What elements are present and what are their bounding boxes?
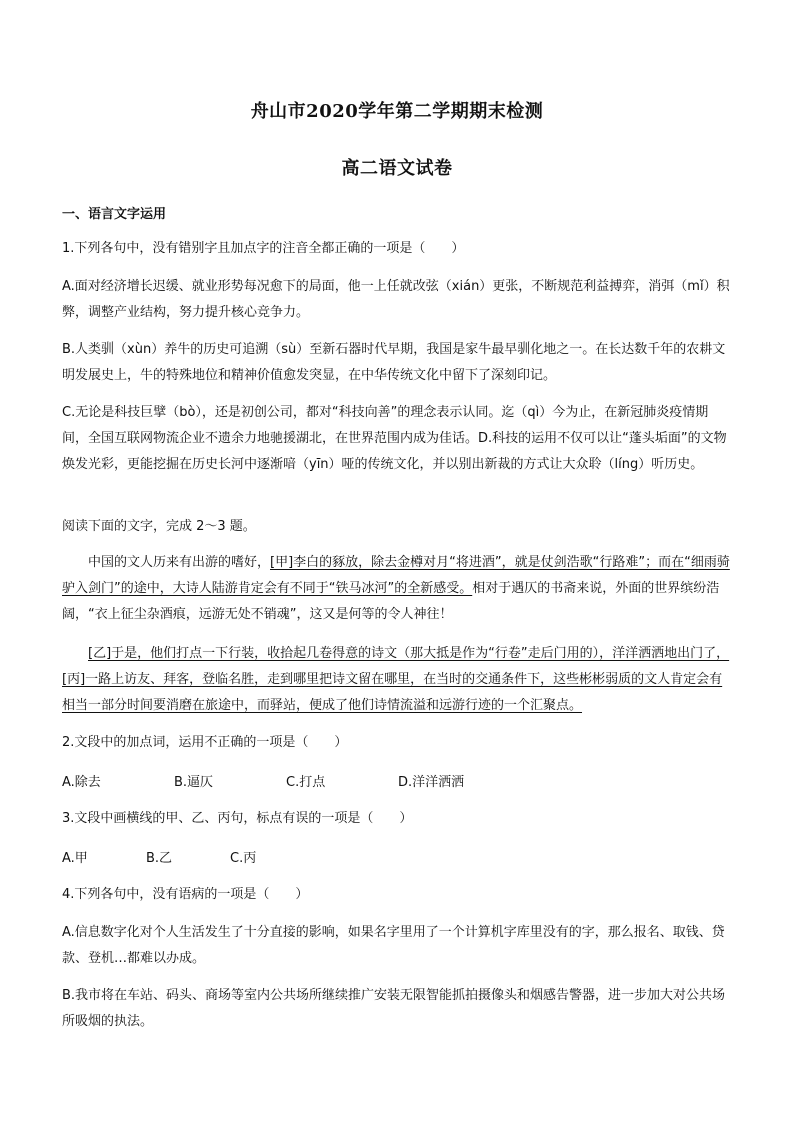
- reading-paragraph-1: [62, 550, 732, 628]
- para1-start: 中国的文人历来有出游的嗜好，: [88, 555, 271, 570]
- exam-title: 舟山市2020学年第二学期期末检测: [250, 101, 544, 122]
- q2-options: [62, 771, 464, 790]
- q3-option-c: C.丙: [230, 851, 257, 866]
- q1-option-b: B.人类驯（xùn）养牛的历史可追溯（sù）至新石器时代早期，我国是家牛最早驯化地之一。在长达数千年的农耕文明发展史上，牛的特殊地位和精神价值愈发突显，在中华传统文化中留下了深刻印记。: [62, 342, 726, 383]
- para1-end: 相对于遇仄的书斋来说，外面的世界缤纷浩阔，“衣上征尘杂酒痕，远游无处不销魂”，这又是何等的令人神往！: [62, 581, 720, 622]
- section-heading: 一、语言文字运用: [62, 207, 167, 222]
- reading-paragraph-2: [乙]于是，他们打点一下行装，收拾起几卷得意的诗文（那大抵是作为“行卷”走后门用的），洋洋洒洒地出门了，[丙]一路上访友、拜客，登临名胜，走到哪里把诗文留在哪里，在当时的交通条件下，这些彬彬弱质的文人肯定会有相当一部分时间要消磨在旅途中，而驿站，便成了他们诗情流溢和远游行迹的一个汇聚点。: [62, 646, 730, 713]
- q2-option-c: C.打点: [286, 775, 326, 790]
- q4-stem: 4.下列各句中，没有语病的一项是（ ）: [62, 887, 309, 902]
- q2-option-b: B.逼仄: [174, 775, 214, 790]
- q2-stem: 2.文段中的加点词，运用不正确的一项是（ ）: [62, 735, 348, 750]
- q1-option-c: C.无论是科技巨擘（bò），还是初创公司，都对“科技向善”的理念表示认同。迄（qì）今为止，在新冠肺炎疫情期间，全国互联网物流企业不遗余力地驰援湖北，在世界范围内成为佳话。D.科技的运用不仅可以让“蓬头垢面”的文物焕发光彩，更能挖掘在历史长河中逐渐喑（yīn）哑的传统文化，并以别出新裁的方式让大众聆（líng）听历史。: [62, 405, 727, 472]
- reading-intro: 阅读下面的文字，完成 2～3 题。: [62, 519, 256, 534]
- sentence-jia: [甲]李白的豩放，除去金樽对月“将进酒”，就是仗剑浩歌“行路难”；而在“细雨骑驴入剑门”的途中，大诗人陆游肯定会有不同于“铁马冰河”的全新感受。: [62, 555, 730, 596]
- q4-option-b: B.我市将在车站、码头、商场等室内公共场所继续推广安装无限智能抓拍摄像头和烟感告警器，进一步加大对公共场所吸烟的执法。: [62, 988, 726, 1029]
- q1-option-a: A.面对经济增长迟缓、就业形势每况愈下的局面，他一上任就改弦（xián）更张，不断规范利益搏弈，消弭（mǐ）积弊，调整产业结构，努力提升核心竞争力。: [62, 279, 730, 320]
- q3-option-a: A.甲: [62, 851, 88, 866]
- q4-option-a: A.信息数字化对个人生活发生了十分直接的影响，如果名字里用了一个计算机字库里没有的字，那么报名、取钱、贷款、登机…都难以办成。: [62, 925, 725, 966]
- q3-option-b: B.乙: [146, 851, 173, 866]
- q2-option-a: A.除去: [62, 775, 101, 790]
- q3-options: [62, 847, 256, 866]
- q3-stem: 3.文段中画横线的甲、乙、丙句，标点有误的一项是（ ）: [62, 811, 413, 826]
- q1-stem: 1.下列各句中，没有错别字且加点字的注音全都正确的一项是（ ）: [62, 241, 465, 256]
- exam-subtitle: 高二语文试卷: [341, 158, 453, 179]
- q2-option-d: D.洋洋洒洒: [398, 775, 465, 790]
